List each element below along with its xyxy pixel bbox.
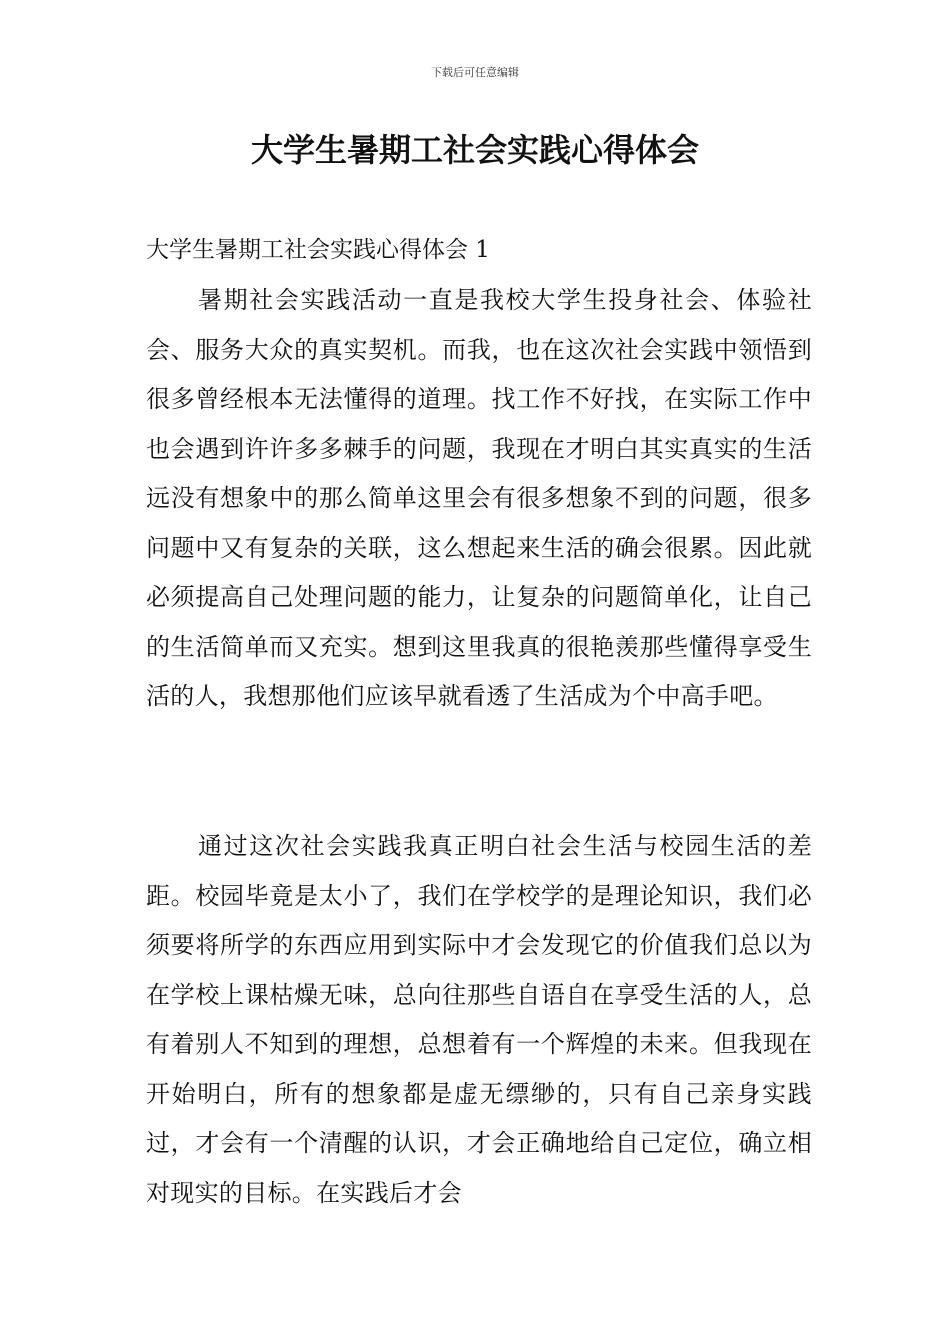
- section-heading: 大学生暑期工社会实践心得体会 1: [146, 237, 490, 263]
- body-paragraph: 暑期社会实践活动一直是我校大学生投身社会、体验社会、服务大众的真实契机。而我，也在这次社会实践中领悟到很多曾经根本无法懂得的道理。找工作不好找，在实际工作中也会遇到许许多多棘手的问题，我现在才明白其实真实的生活远没有想象中的那么简单这里会有很多想象不到的问题，很多问题中又有复杂的关联，这么想起来生活的确会很累。因此就必须提高自己处理问题的能力，让复杂的问题简单化，让自己的生活简单而又充实。想到这里我真的很艳羡那些懂得享受生活的人，我想那他们应该早就看透了生活成为个中高手吧。: [146, 286, 812, 710]
- body-paragraph: 通过这次社会实践我真正明白社会生活与校园生活的差距。校园毕竟是太小了，我们在学校学的是理论知识，我们必须要将所学的东西应用到实际中才会发现它的价值我们总以为在学校上课枯燥无味，总向往那些自语自在享受生活的人，总有着别人不知到的理想，总想着有一个辉煌的未来。但我现在开始明白，所有的想象都是虚无缥缈的，只有自己亲身实践过，才会有一个清醒的认识，才会正确地给自己定位，确立相对现实的目标。在实践后才会: [146, 832, 812, 1207]
- document-title: 大学生暑期工社会实践心得体会: [250, 131, 699, 169]
- header-note: 下载后可任意编辑: [431, 66, 519, 79]
